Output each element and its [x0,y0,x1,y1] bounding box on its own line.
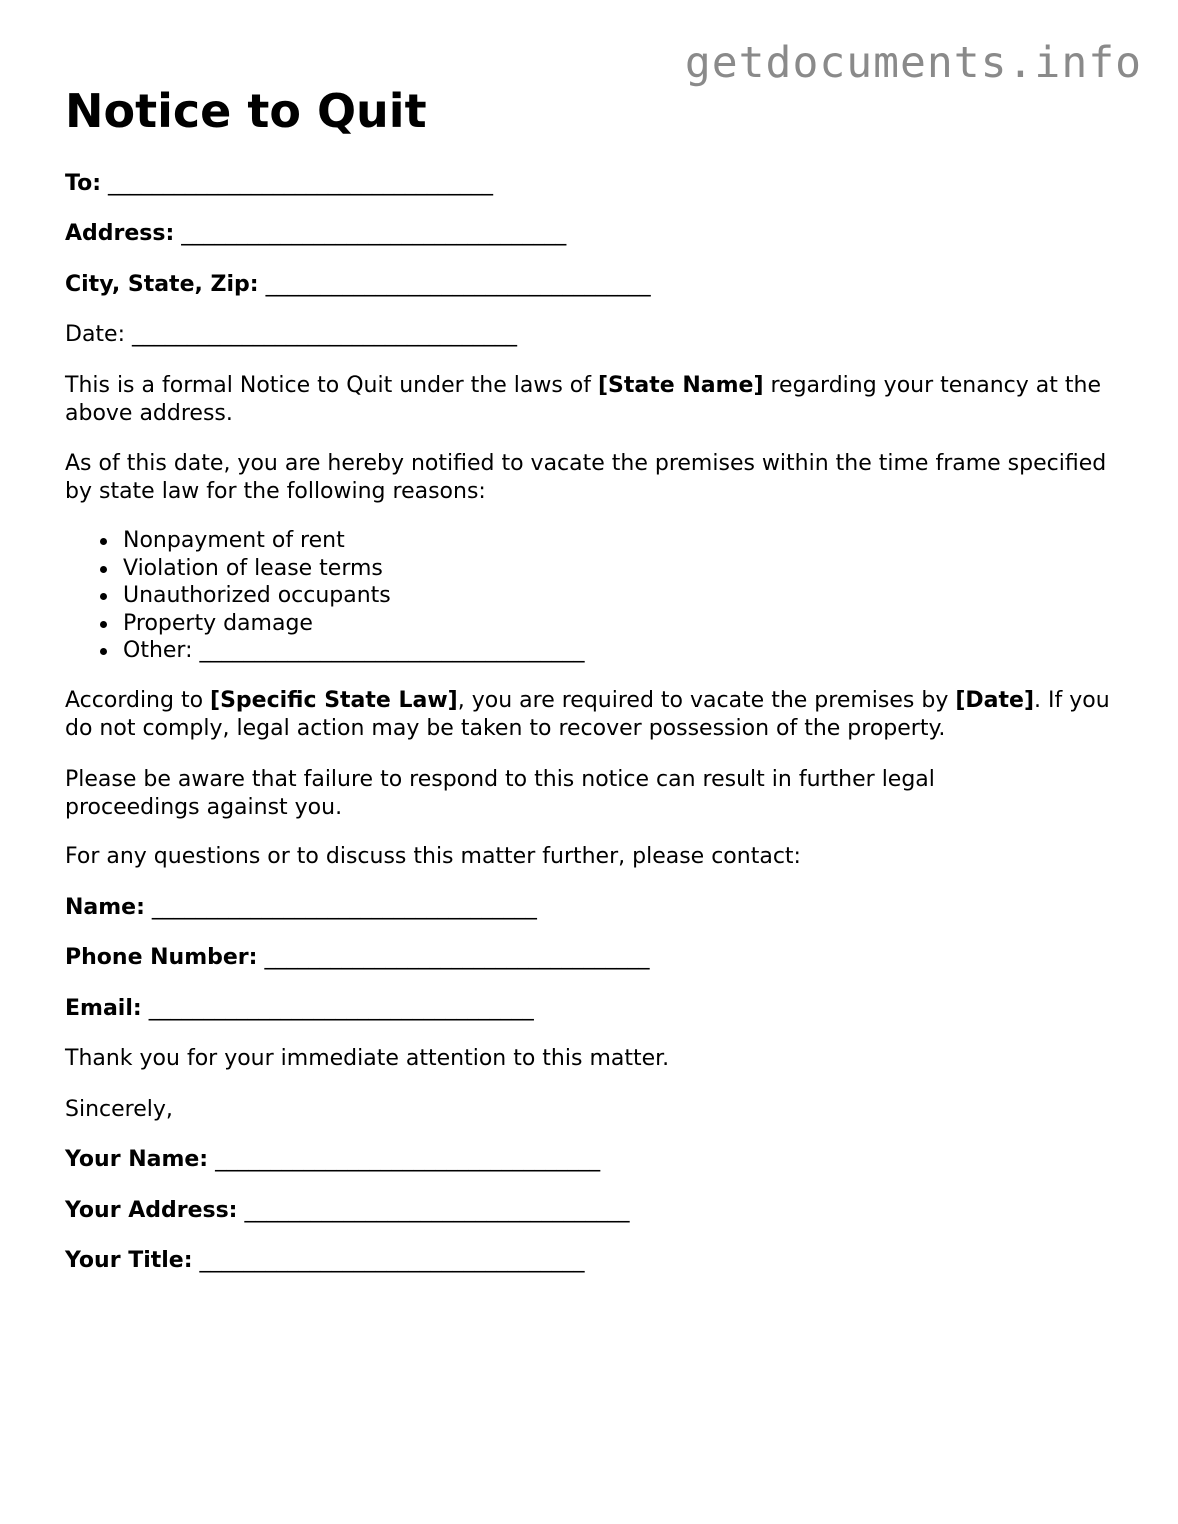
phone-number-blank[interactable]: ___________________________________ [264,945,650,970]
document-title: Notice to Quit [65,84,427,138]
law-middle: , you are required to vacate the premises by [457,688,956,713]
intro-after: regarding your tenancy at the above address. [65,373,1101,426]
list-item: Violation of lease terms [123,555,585,583]
law-after: . If you do not comply, legal action may be taken to recover possession of the property. [65,688,1110,741]
list-item: Nonpayment of rent [123,527,585,555]
phone-number-field[interactable] [65,944,649,972]
warning-paragraph [65,766,1005,822]
city-state-zip-field[interactable] [65,271,651,299]
email-blank[interactable]: ___________________________________ [148,996,534,1021]
warning-text: Please be aware that failure to respond to this notice can result in further legal proceedings against you. [65,767,935,820]
other-label: Other: [123,638,193,663]
other-blank[interactable]: ___________________________________ [199,638,585,663]
phone-number-label: Phone Number: [65,945,258,970]
contact-name-field[interactable] [65,894,537,922]
to-label: To: [65,171,101,196]
email-label: Email: [65,996,142,1021]
closing-text: Sincerely, [65,1097,173,1122]
address-blank[interactable]: ___________________________________ [181,221,567,246]
your-address-field[interactable] [65,1197,629,1225]
your-name-field[interactable] [65,1146,600,1174]
address-label: Address: [65,221,175,246]
address-field[interactable] [65,220,566,248]
city-state-zip-blank[interactable]: ___________________________________ [265,272,651,297]
vacate-date-placeholder: [Date] [955,688,1034,713]
list-item: Unauthorized occupants [123,582,585,610]
to-blank[interactable]: ___________________________________ [108,171,493,196]
watermark: getdocuments.info [684,38,1142,88]
notice-text: As of this date, you are hereby notified to vacate the premises within the time frame specified by state law for the following reasons: [65,451,1107,504]
law-paragraph [65,687,1125,743]
your-name-label: Your Name: [65,1147,209,1172]
intro-before: This is a formal Notice to Quit under the laws of [65,373,598,398]
state-name-placeholder: [State Name] [597,373,764,398]
date-blank[interactable]: ___________________________________ [132,322,517,347]
your-title-label: Your Title: [65,1248,193,1273]
list-item-other[interactable] [123,637,585,665]
specific-law-placeholder: [Specific State Law] [210,688,458,713]
contact-name-blank[interactable]: ___________________________________ [151,895,537,920]
contact-name-label: Name: [65,895,145,920]
email-field[interactable] [65,995,534,1023]
your-address-blank[interactable]: ___________________________________ [244,1198,630,1223]
your-title-field[interactable] [65,1247,585,1275]
city-state-zip-label: City, State, Zip: [65,272,259,297]
date-field[interactable] [65,321,517,349]
intro-paragraph [65,372,1125,428]
law-before: According to [65,688,211,713]
reasons-list [65,527,585,665]
thanks-text: Thank you for your immediate attention to this matter. [65,1046,670,1071]
date-label: Date: [65,322,125,347]
list-item: Property damage [123,610,585,638]
contact-intro: For any questions or to discuss this matter further, please contact: [65,844,801,869]
notice-paragraph [65,450,1125,506]
your-address-label: Your Address: [65,1198,238,1223]
your-title-blank[interactable]: ___________________________________ [199,1248,585,1273]
your-name-blank[interactable]: ___________________________________ [215,1147,601,1172]
to-field[interactable] [65,170,493,198]
